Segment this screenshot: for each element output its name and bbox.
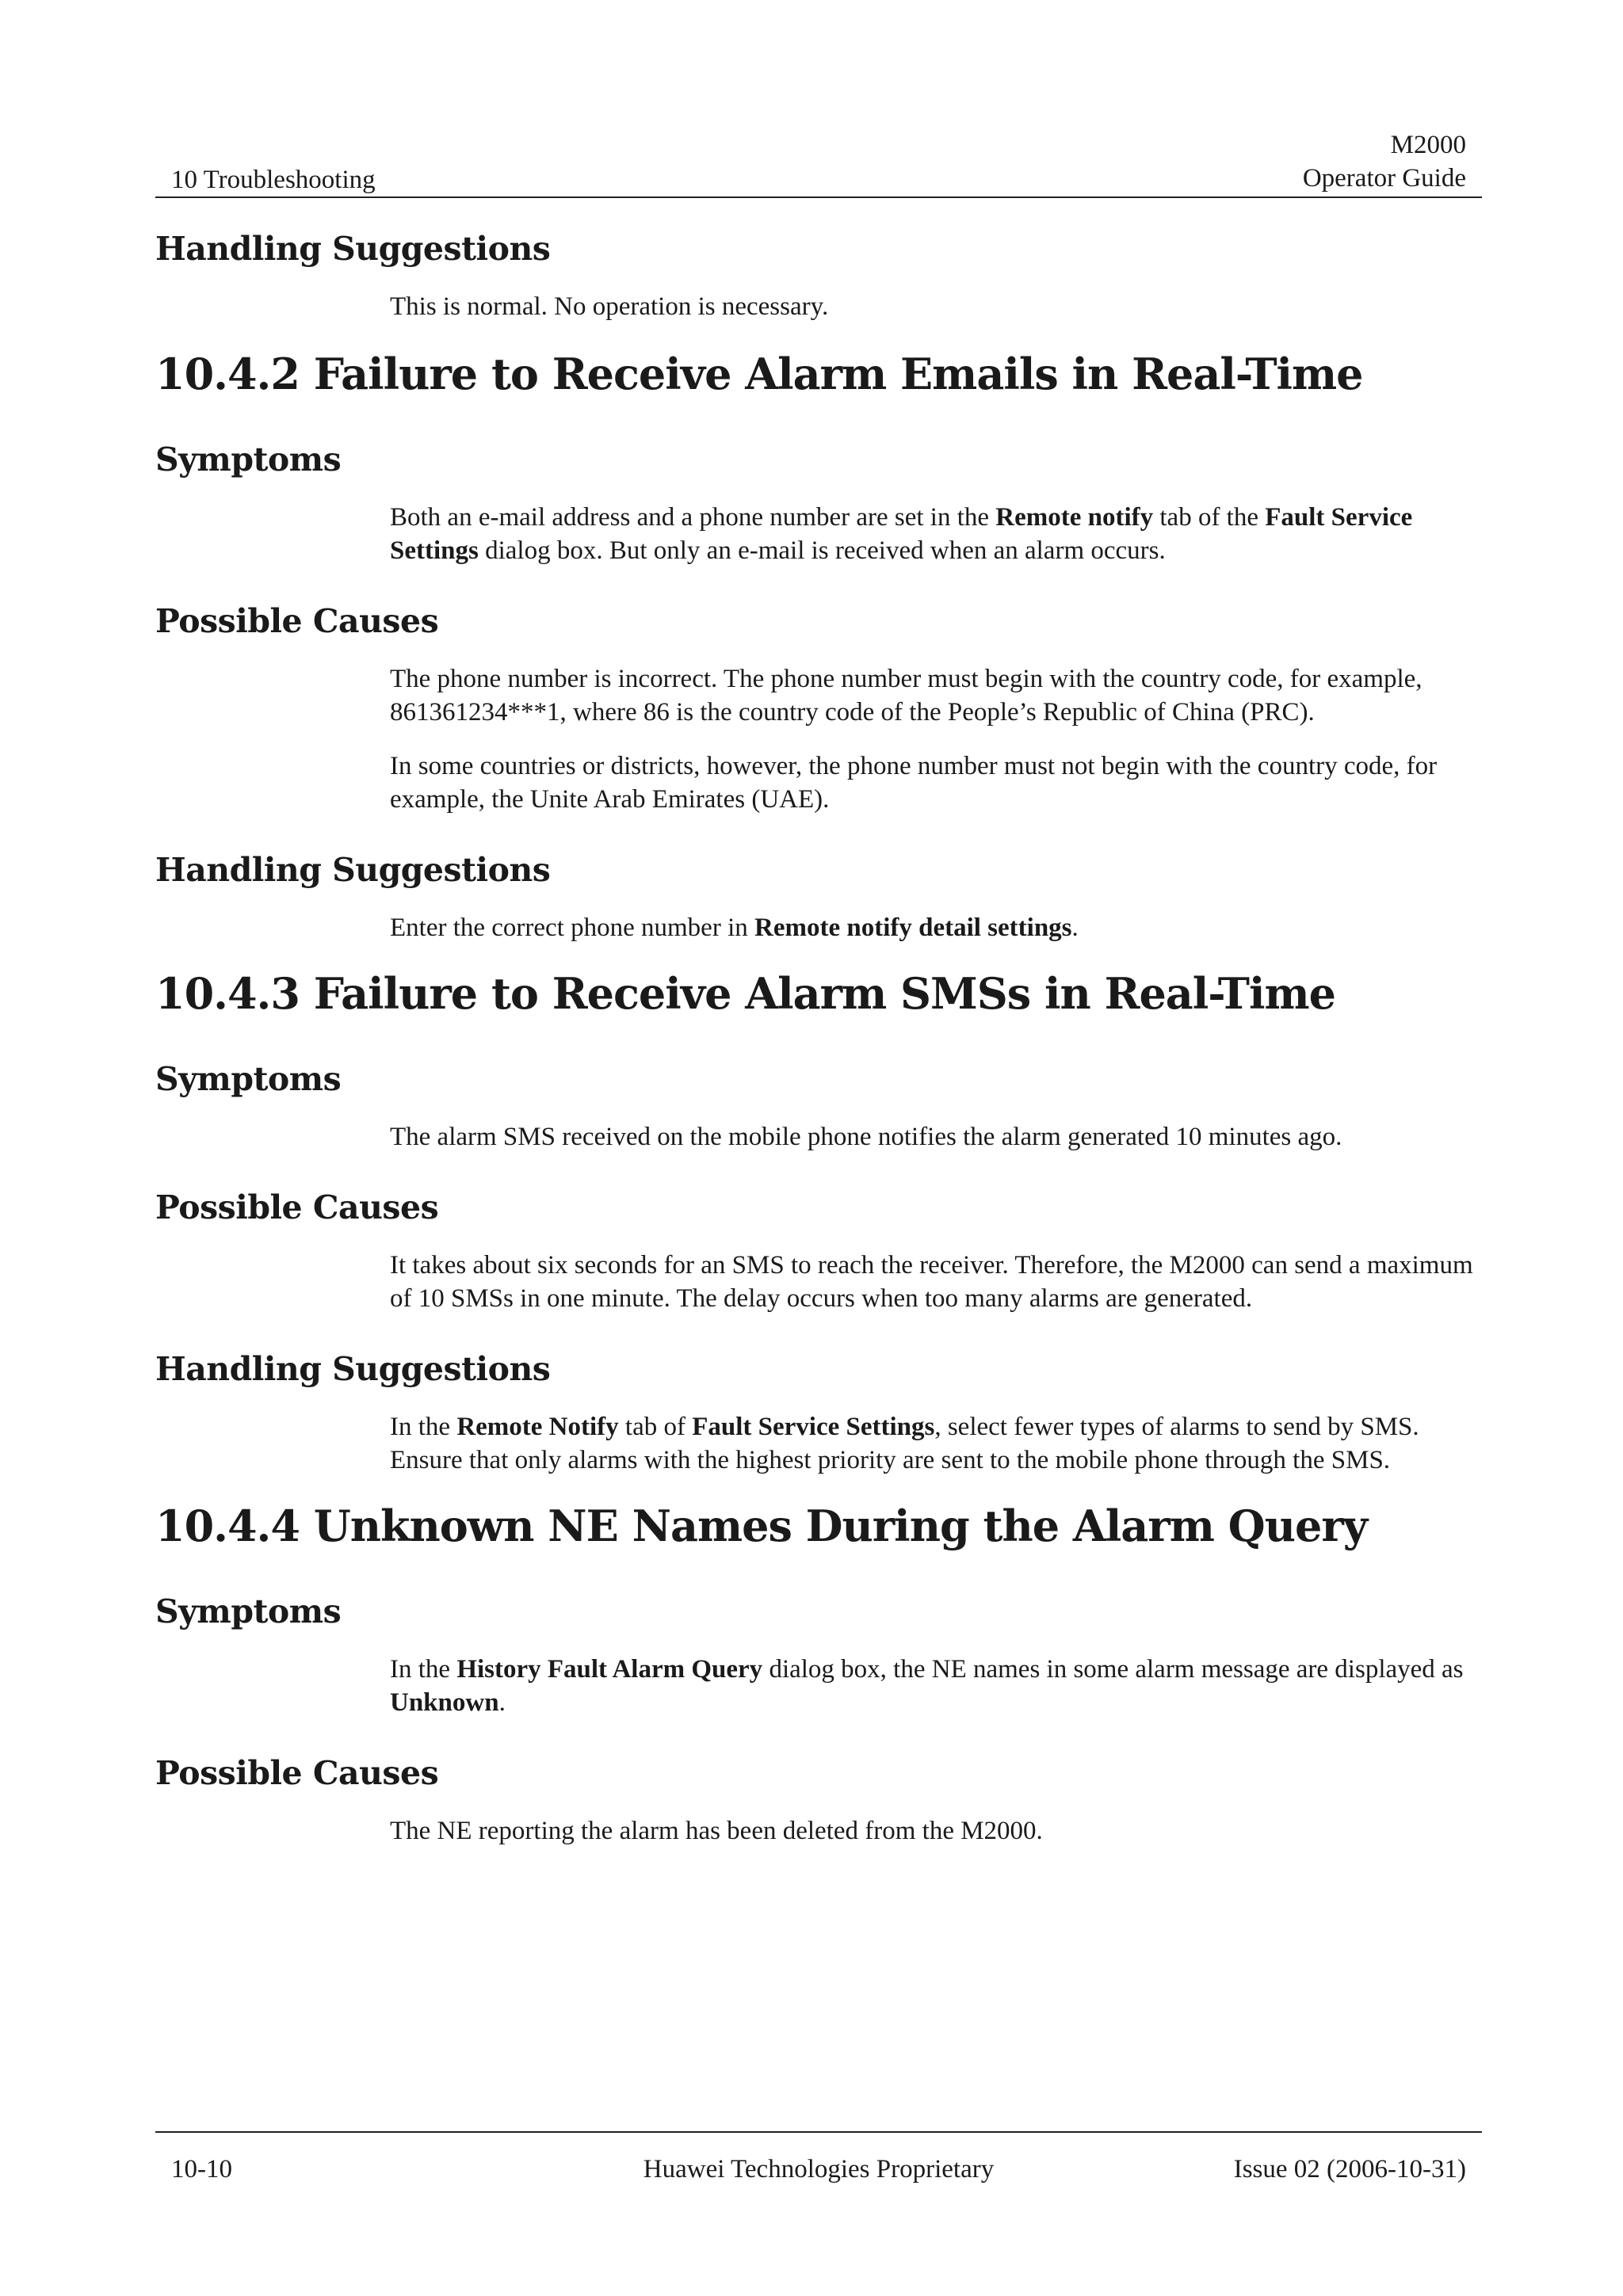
possible-causes-text: The phone number is incorrect. The phone number must begin with the country code, for example, 861361234***1, where 86 is the country code of the People’s Republic of China (PRC). — [390, 665, 1423, 727]
symptoms-text: In the History Fault Alarm Query dialog box, the NE names in some alarm message are displayed as Unknown. — [390, 1655, 1464, 1717]
possible-causes-text-2: In some countries or districts, however, the phone number must not begin with the country code, for example, the Unite Arab Emirates (UAE). — [390, 752, 1438, 814]
page-header — [155, 127, 1482, 198]
handling-suggestions-text: Enter the correct phone number in Remote notify detail settings. — [390, 913, 1079, 942]
possible-causes-heading: Possible Causes — [155, 1188, 439, 1226]
handling-suggestions-heading: Handling Suggestions — [155, 1350, 551, 1388]
header-doc-title: Operator Guide — [1302, 164, 1466, 193]
handling-suggestions-heading: Handling Suggestions — [155, 230, 551, 268]
symptoms-text: Both an e-mail address and a phone number are set in the Remote notify tab of the Fault Service Settings dialog box. But only an e-mail is received when an alarm occurs. — [390, 503, 1413, 565]
possible-causes-heading: Possible Causes — [155, 602, 439, 640]
footer-company: Huawei Technologies Proprietary — [643, 2155, 995, 2183]
section-10-4-3-title: 10.4.3 Failure to Receive Alarm SMSs in Real-Time — [155, 968, 1335, 1019]
possible-causes-heading: Possible Causes — [155, 1754, 439, 1792]
possible-causes-text: It takes about six seconds for an SMS to reach the receiver. Therefore, the M2000 can send a maximum of 10 SMSs in one minute. The delay occurs when too many alarms are generated. — [390, 1251, 1473, 1313]
section-10-4-2-title: 10.4.2 Failure to Receive Alarm Emails in Real-Time — [155, 349, 1363, 399]
header-chapter: 10 Troubleshooting — [171, 166, 376, 194]
page-content — [155, 230, 1482, 1848]
handling-suggestions-heading: Handling Suggestions — [155, 851, 551, 889]
symptoms-heading: Symptoms — [155, 1060, 342, 1098]
handling-suggestions-text: This is normal. No operation is necessary. — [390, 292, 829, 321]
section-10-4-4-title: 10.4.4 Unknown NE Names During the Alarm Query — [155, 1501, 1368, 1551]
symptoms-heading: Symptoms — [155, 441, 342, 479]
symptoms-heading: Symptoms — [155, 1592, 342, 1630]
footer-page-number: 10-10 — [171, 2155, 232, 2183]
possible-causes-text: The NE reporting the alarm has been deleted from the M2000. — [390, 1817, 1043, 1845]
handling-suggestions-text: In the Remote Notify tab of Fault Service Settings, select fewer types of alarms to send by SMS. Ensure that only alarms with the highest priority are sent to the mobile phone through the SMS. — [390, 1413, 1419, 1474]
footer-issue: Issue 02 (2006-10-31) — [1233, 2155, 1466, 2183]
page-footer — [155, 2131, 1482, 2183]
header-right — [1303, 128, 1466, 195]
symptoms-text: The alarm SMS received on the mobile phone notifies the alarm generated 10 minutes ago. — [390, 1123, 1342, 1151]
header-product: M2000 — [1390, 131, 1466, 159]
